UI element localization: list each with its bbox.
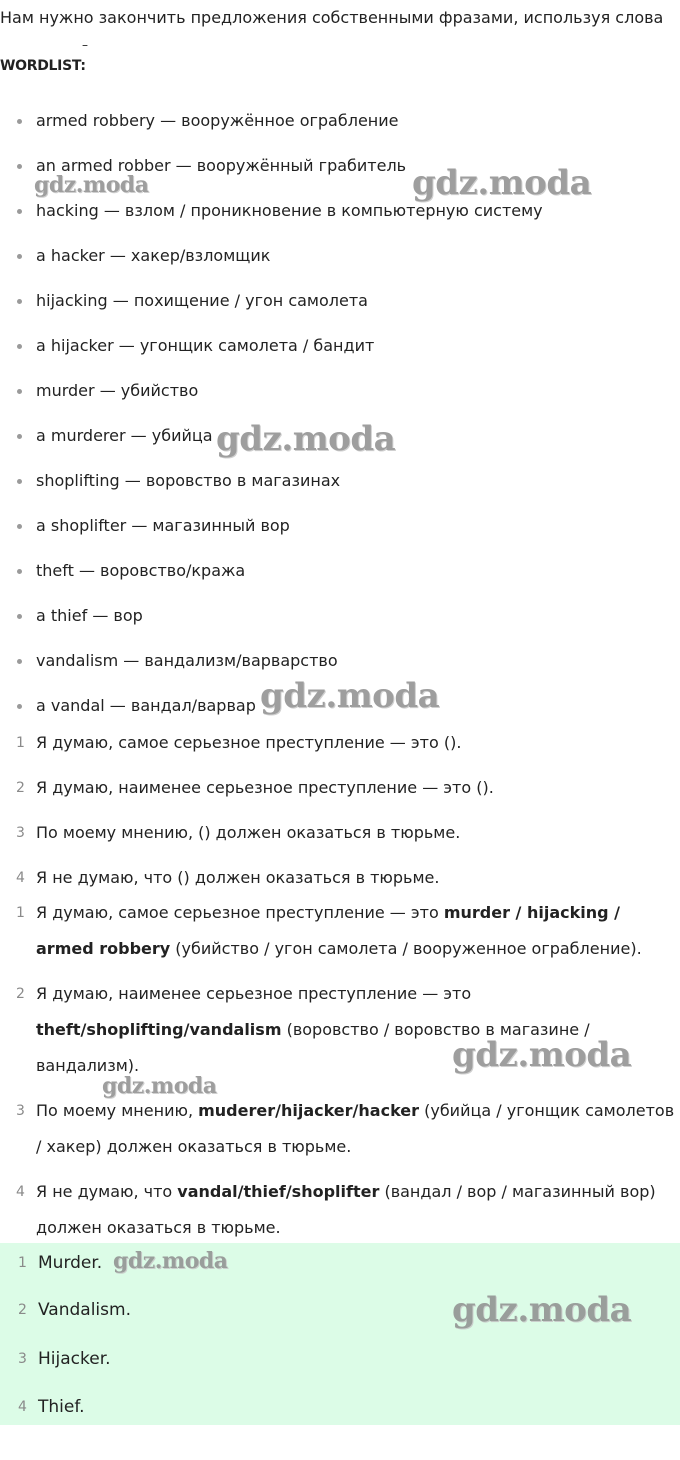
watermark-logo: gdz.moda — [452, 1035, 632, 1075]
bullet-icon — [17, 119, 22, 124]
solution-text — [36, 895, 676, 967]
bullet-icon — [17, 659, 22, 664]
item-number: 3 — [16, 1103, 25, 1119]
item-number: 1 — [16, 905, 25, 921]
watermark-logo: gdz.moda — [216, 419, 396, 459]
solution-answer: vandal/thief/shoplifter — [177, 1182, 380, 1201]
list-item — [0, 472, 680, 517]
list-item-text: vandalism — вандализм/варварство — [36, 651, 338, 670]
list-item-text: armed robbery — вооружённое ограбление — [36, 111, 399, 130]
item-number: 4 — [16, 870, 25, 886]
item-number: 4 — [18, 1399, 27, 1415]
bullet-icon — [17, 299, 22, 304]
task-text: По моему мнению, () должен оказаться в тюрьме. — [36, 823, 461, 842]
solution-prefix: По моему мнению, — [36, 1101, 199, 1120]
list-item — [0, 337, 680, 382]
bullet-icon — [17, 389, 22, 394]
solution-translation: (убийца / угонщик самолетов / хакер) должен оказаться в тюрьме. — [36, 1101, 675, 1156]
solution-prefix: Я думаю, наименее серьезное преступление — это — [36, 984, 472, 1003]
bullet-icon — [17, 614, 22, 619]
task-text: Я думаю, самое серьезное преступление — это (). — [36, 733, 462, 752]
bullet-icon — [17, 704, 22, 709]
bullet-icon — [17, 479, 22, 484]
solution-prefix: Я думаю, самое серьезное преступление — это — [36, 903, 444, 922]
item-number: 3 — [16, 825, 25, 841]
bullet-icon — [17, 344, 22, 349]
item-number: 1 — [16, 735, 25, 751]
intro-text: Нам нужно закончить предложения собственными фразами, используя слова — [0, 8, 664, 27]
bullet-icon — [17, 524, 22, 529]
watermark-logo: gdz.moda — [412, 163, 592, 203]
bullet-icon — [17, 254, 22, 259]
wordlist-title: WORDLIST: — [0, 58, 86, 74]
solution-prefix: Я не думаю, что — [36, 1182, 178, 1201]
list-item-text: a thief — вор — [36, 606, 143, 625]
list-item-text: theft — воровство/кража — [36, 561, 246, 580]
list-item-text: a vandal — вандал/варвар — [36, 696, 256, 715]
list-item — [0, 562, 680, 607]
list-item-text: shoplifting — воровство в магазинах — [36, 471, 341, 490]
answer-text: Murder. — [38, 1253, 103, 1273]
item-number: 1 — [18, 1255, 27, 1271]
item-number: 2 — [18, 1302, 27, 1318]
list-item-text: a hacker — хакер/взломщик — [36, 246, 271, 265]
solution-answer: muderer/hijacker/hacker — [198, 1101, 420, 1120]
list-item — [0, 202, 680, 247]
solution-text — [36, 1174, 676, 1246]
list-item — [0, 517, 680, 562]
item-number: 2 — [16, 986, 25, 1002]
list-item — [0, 607, 680, 652]
solution-translation: (вандал / вор / магазинный вор) должен оказаться в тюрьме. — [36, 1182, 656, 1237]
solution-text — [36, 1093, 676, 1165]
list-item-text: a shoplifter — магазинный вор — [36, 516, 290, 535]
answer-text: Vandalism. — [38, 1300, 131, 1320]
list-item-text: a hijacker — угонщик самолета / бандит — [36, 336, 375, 355]
bullet-icon — [17, 164, 22, 169]
list-item — [0, 292, 680, 337]
item-number: 4 — [16, 1184, 25, 1200]
answer-box — [0, 1243, 680, 1425]
watermark-logo: gdz.moda — [452, 1290, 632, 1330]
list-item-text: hacking — взлом / проникновение в компьютерную систему — [36, 201, 543, 220]
answer-text: Hijacker. — [38, 1349, 111, 1369]
list-item-text: murder — убийство — [36, 381, 199, 400]
solution-answer: murder / hijacking / armed robbery — [36, 903, 620, 958]
list-item-text: a murderer — убийца — [36, 426, 213, 445]
list-item-text: an armed robber — вооружённый грабитель — [36, 156, 407, 175]
list-item-text: hijacking — похищение / угон самолета — [36, 291, 368, 310]
list-item — [0, 112, 680, 157]
watermark-logo: gdz.moda — [113, 1248, 228, 1274]
bullet-icon — [17, 569, 22, 574]
answer-text: Thief. — [38, 1397, 85, 1417]
watermark-logo: gdz.moda — [34, 172, 149, 198]
bullet-icon — [17, 209, 22, 214]
dash-mark: – — [82, 38, 88, 52]
item-number: 2 — [16, 780, 25, 796]
bullet-icon — [17, 434, 22, 439]
list-item — [0, 247, 680, 292]
solution-translation: (воровство / воровство в магазине / вандализм). — [36, 1020, 590, 1075]
watermark-logo: gdz.moda — [260, 676, 440, 716]
solution-translation: (убийство / угон самолета / вооруженное ограбление). — [170, 939, 642, 958]
task-text: Я не думаю, что () должен оказаться в тюрьме. — [36, 868, 440, 887]
solution-answer: theft/shoplifting/vandalism — [36, 1020, 282, 1039]
watermark-logo: gdz.moda — [102, 1073, 217, 1099]
task-text: Я думаю, наименее серьезное преступление — это (). — [36, 778, 494, 797]
item-number: 3 — [18, 1351, 27, 1367]
